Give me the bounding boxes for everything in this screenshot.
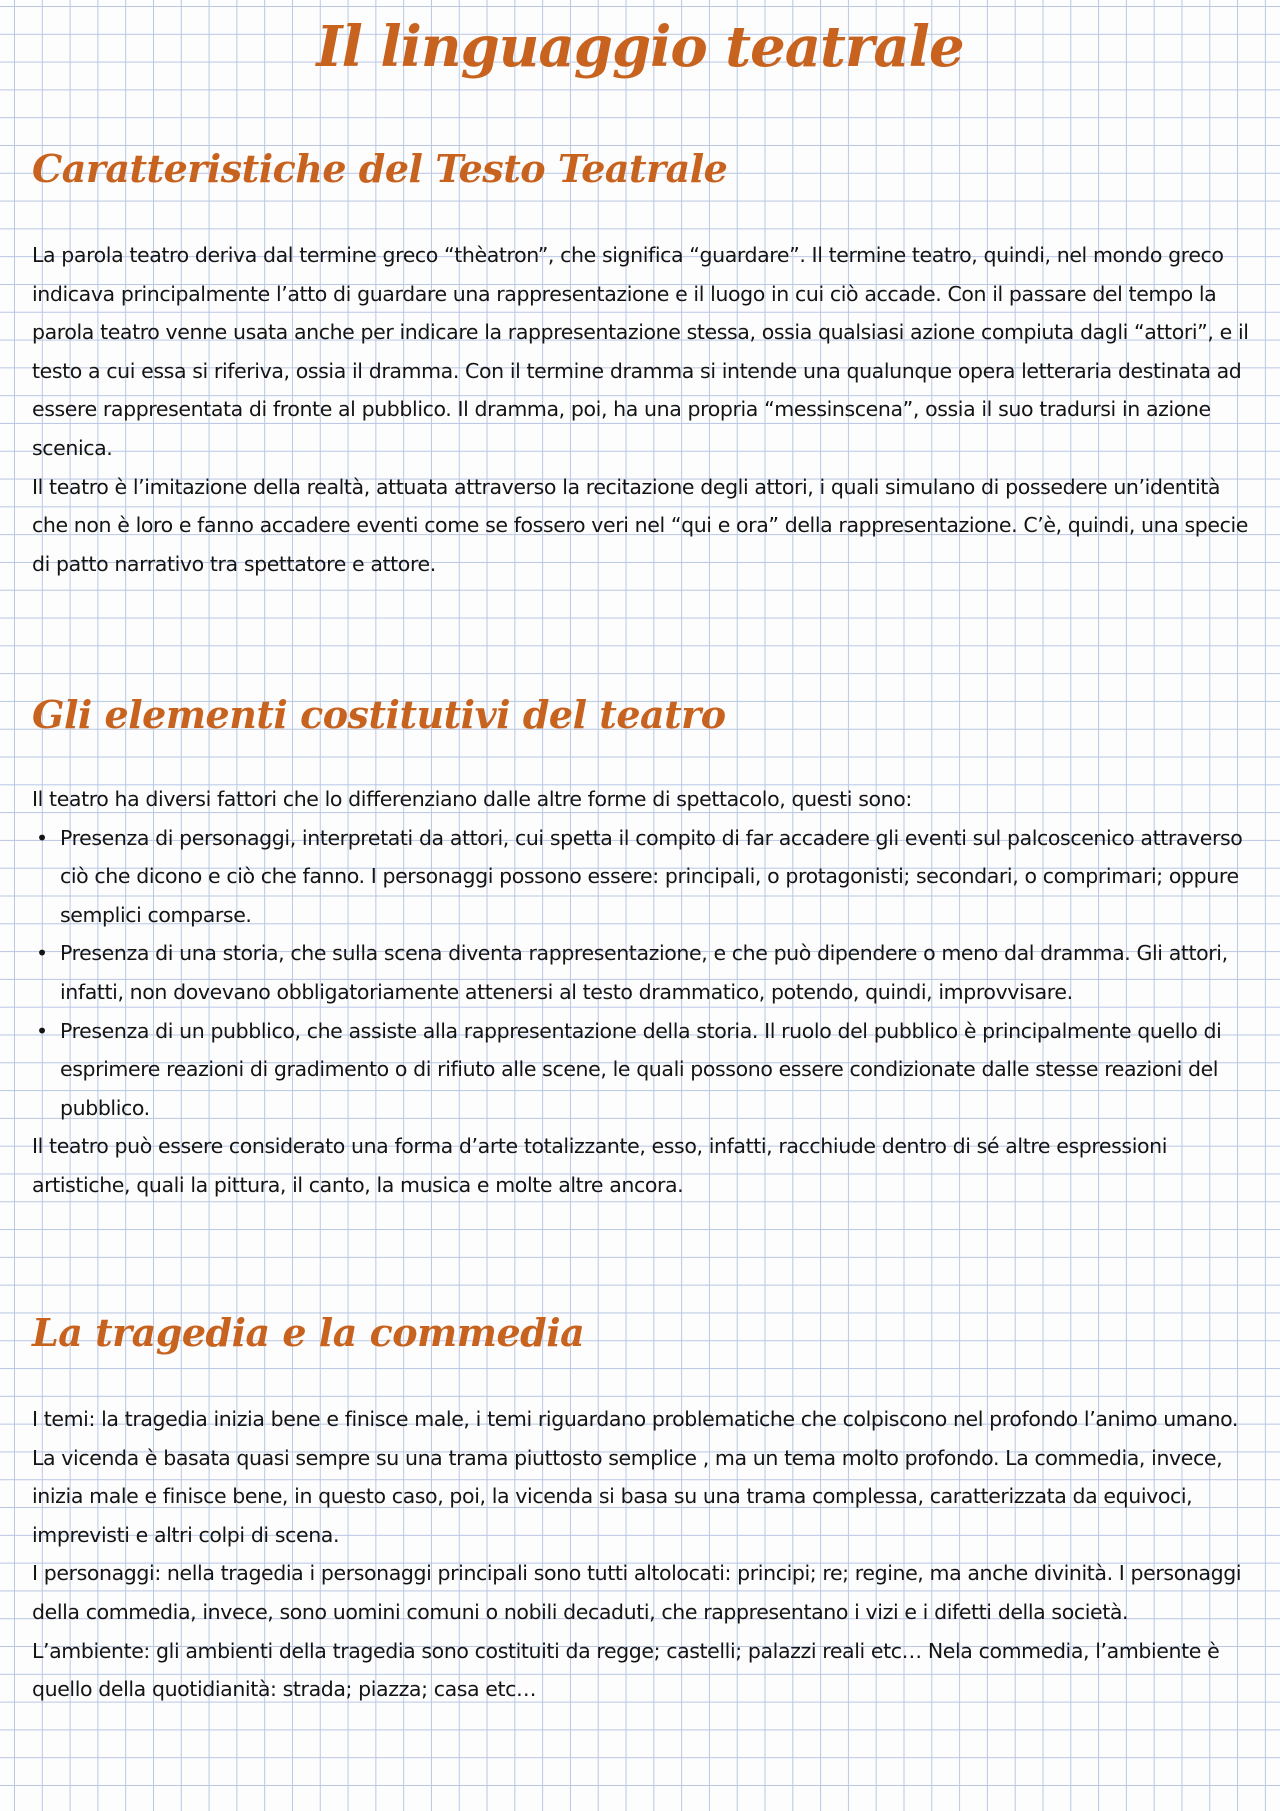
section-body-elementi [32, 780, 1250, 1205]
list-item-text: Presenza di personaggi, interpretati da attori, cui spetta il compito di far accadere gli eventi sul palcoscenico attraverso ciò che dicono e ciò che fanno. I personaggi possono essere: principali, o protagonisti; secondari, o comprimari; oppure semplici comparse. [60, 825, 1243, 927]
paragraph-intro: Il teatro ha diversi fattori che lo differenziano dalle altre forme di spettacolo, questi sono: [32, 787, 912, 811]
paragraph: I personaggi: nella tragedia i personaggi principali sono tutti altolocati: principi; re; regine, ma anche divinità. I personaggi della commedia, invece, sono uomini comuni o nobili decaduti, che rappresentano i vizi e i difetti della società. [32, 1561, 1242, 1624]
section-body-caratteristiche [32, 236, 1250, 583]
list-item [32, 819, 1250, 935]
page-title: Il linguaggio teatrale [316, 14, 964, 80]
paragraph: La parola teatro deriva dal termine greco “thèatron”, che significa “guardare”. Il termine teatro, quindi, nel mondo greco indicava principalmente l’atto di guardare una rappresentazione e il luogo in cui ciò accade. Con il passare del tempo la parola teatro venne usata anche per indicare la rappresentazione stessa, ossia qualsiasi azione compiuta dagli “attori”, e il testo a cui essa si riferiva, ossia il dramma. Con il termine dramma si intende una qualunque opera letteraria destinata ad essere rappresentata di fronte al pubblico. Il dramma, poi, ha una propria “messinscena”, ossia il suo tradursi in azione scenica. [32, 243, 1249, 460]
section-heading-tragedia: La tragedia e la commedia [32, 1310, 585, 1355]
list-item [32, 1012, 1250, 1128]
bullet-dot: • [36, 1018, 48, 1043]
paragraph: Il teatro è l’imitazione della realtà, attuata attraverso la recitazione degli attori, i quali simulano di possedere un’identità che non è loro e fanno accadere eventi come se fossero veri nel “qui e ora” della rappresentazione. C’è, quindi, una specie di patto narrativo tra spettatore e attore. [32, 474, 1248, 576]
list-item-text: Presenza di un pubblico, che assiste alla rappresentazione della storia. Il ruolo del pubblico è principalmente quello di esprimere reazioni di gradimento o di rifiuto alle scene, le quali possono essere condizionate dalle stesse reazioni del pubblico. [60, 1018, 1222, 1120]
bullet-dot: • [36, 825, 48, 850]
paragraph-outro: Il teatro può essere considerato una forma d’arte totalizzante, esso, infatti, racchiude dentro di sé altre espressioni artistiche, quali la pittura, il canto, la musica e molte altre ancora. [32, 1134, 1168, 1197]
paragraph: L’ambiente: gli ambienti della tragedia sono costituiti da regge; castelli; palazzi reali etc… Nela commedia, l’ambiente è quello della quotidianità: strada; piazza; casa etc… [32, 1638, 1220, 1702]
bullet-list [32, 819, 1250, 1128]
section-heading-caratteristiche: Caratteristiche del Testo Teatrale [32, 146, 728, 191]
bullet-dot: • [36, 941, 48, 966]
section-heading-elementi: Gli elementi costitutivi del teatro [32, 692, 726, 737]
list-item [32, 934, 1250, 1011]
list-item-text: Presenza di una storia, che sulla scena diventa rappresentazione, e che può dipendere o meno dal dramma. Gli attori, infatti, non dovevano obbligatoriamente attenersi al testo drammatico, potendo, quindi, improvvisare. [60, 941, 1228, 1004]
section-body-tragedia [32, 1400, 1250, 1709]
paragraph: I temi: la tragedia inizia bene e finisce male, i temi riguardano problematiche che colpiscono nel profondo l’animo umano. La vicenda è basata quasi sempre su una trama piuttosto semplice , ma un tema molto profondo. La commedia, invece, inizia male e finisce bene, in questo caso, poi, la vicenda si basa su una trama complessa, caratterizzata da equivoci, imprevisti e altri colpi di scena. [32, 1407, 1239, 1547]
